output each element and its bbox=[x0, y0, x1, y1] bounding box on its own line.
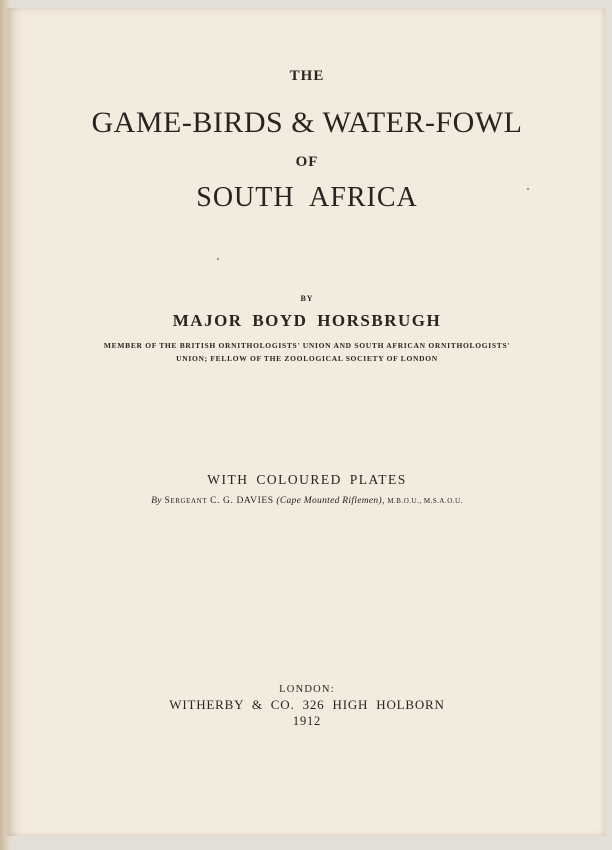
artist-post-nominals: M.B.O.U., M.S.A.O.U. bbox=[387, 497, 463, 505]
book-subtitle: SOUTH AFRICA bbox=[196, 182, 418, 213]
title-page bbox=[6, 8, 605, 836]
artist-name: Sergeant C. G. DAVIES bbox=[164, 496, 274, 506]
book-title: GAME-BIRDS & WATER-FOWL bbox=[91, 106, 523, 139]
by-label: BY bbox=[300, 294, 314, 303]
publisher-line: WITHERBY & CO. 326 HIGH HOLBORN bbox=[169, 697, 445, 712]
artist-regiment: (Cape Mounted Riflemen), bbox=[276, 496, 385, 506]
plates-note: WITH COLOURED PLATES bbox=[207, 472, 407, 487]
article-the: THE bbox=[289, 68, 325, 84]
preposition-of: OF bbox=[295, 154, 319, 170]
artist-by: By bbox=[151, 496, 162, 506]
artist-credit bbox=[9, 496, 605, 506]
author-credentials-line1: MEMBER OF THE BRITISH ORNITHOLOGISTS' UNION AND SOUTH AFRICAN ORNITHOLOGISTS' bbox=[103, 341, 511, 350]
author-credentials-line2: UNION; FELLOW OF THE ZOOLOGICAL SOCIETY OF LONDON bbox=[176, 354, 438, 363]
publication-city: LONDON: bbox=[279, 684, 335, 695]
author-name: MAJOR BOYD HORSBRUGH bbox=[172, 311, 442, 330]
paper-speck bbox=[527, 188, 529, 190]
paper-speck bbox=[217, 258, 219, 260]
publication-year: 1912 bbox=[292, 714, 322, 728]
